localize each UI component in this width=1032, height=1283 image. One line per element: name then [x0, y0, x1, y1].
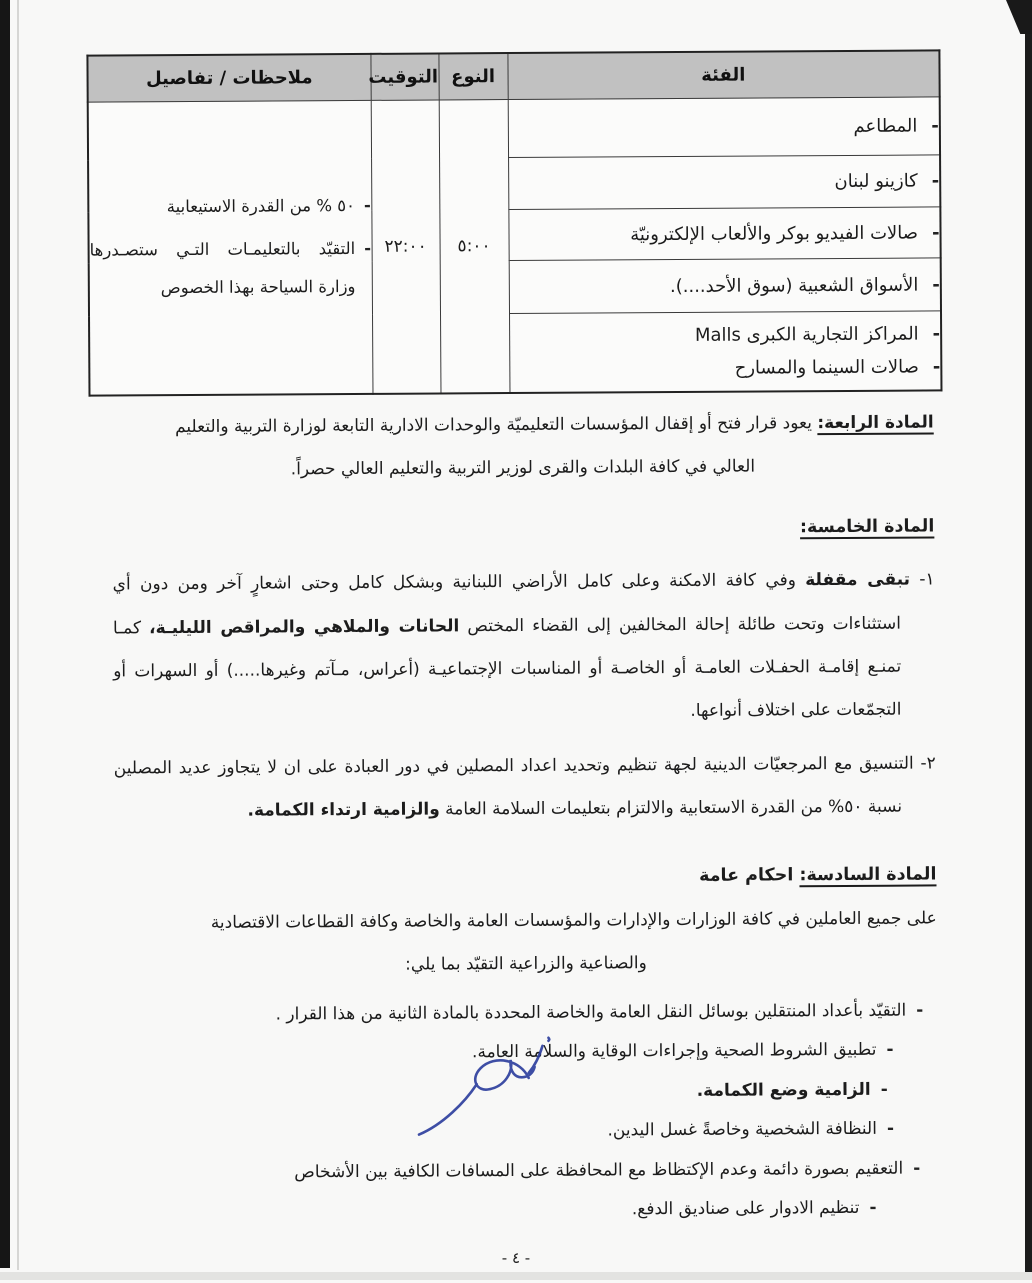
- category-label: المطاعم: [853, 115, 918, 137]
- bullet-personal-hygiene: [116, 1111, 894, 1152]
- category-cell-restaurants: [508, 97, 940, 158]
- item-2-seg-1: التنسيق مع المرجعيّات الدينية لجهة تنظيم وتحديد اعداد المصلين في دور العبادة على ان لا يتجاوز عديد المصلين نسبة ٥٠% من القدرة الاستعابية والالتزام بتعليمات السلامة العامة: [113, 753, 914, 820]
- dash-marker: -: [932, 323, 941, 345]
- bullet-mask-mandatory: [116, 1072, 888, 1113]
- article-4-title: المادة الرابعة:: [817, 412, 934, 434]
- dash-marker: -: [931, 221, 940, 243]
- type-value-cell: ٥:٠٠: [439, 100, 510, 394]
- category-cell-video-poker: [508, 207, 940, 261]
- category-cell-malls-cinemas: [509, 311, 941, 393]
- category-label: صالات الفيديو بوكر والألعاب الإلكترونيّة: [630, 222, 919, 245]
- article-4-line2: العالي في كافة البلدات والقرى لوزير التربية والتعليم العالي حصراً.: [290, 456, 756, 480]
- dash-marker: -: [886, 1039, 894, 1060]
- header-type: النوع: [438, 53, 507, 100]
- dash-marker: -: [869, 1198, 877, 1219]
- article-6-intro-line2: والصناعية والزراعية التقيّد بما يلي:: [405, 953, 647, 976]
- item-1-bold-2: الحانات والملاهي والمراقص الليليـة،: [149, 616, 460, 638]
- article-6-subtitle: احكام عامة: [699, 865, 800, 887]
- article-6-bullets: [115, 992, 938, 1231]
- timing-value-cell: ٢٢:٠٠: [371, 100, 441, 394]
- table-header-row: [87, 50, 939, 102]
- article-5-title: المادة الخامسة:: [799, 516, 935, 537]
- header-timing: التوقيت: [370, 53, 438, 100]
- article-6-intro-line1: على جميع العاملين في كافة الوزارات والإدارات والمؤسسات العامة والخاصة وكافة القطاعات الاقتصادية: [210, 908, 937, 933]
- bullet-text: التعقيم بصورة دائمة وعدم الإكتظاظ مع المحافظة على المسافات الكافية بين الأشخاص: [294, 1158, 904, 1183]
- item-number: ٢-: [920, 753, 936, 774]
- bullet-checkout-queues: [116, 1190, 876, 1231]
- dash-marker: -: [931, 115, 939, 137]
- article-4-body: يعود قرار فتح أو إقفال المؤسسات التعليميّة والوحدات الادارية التابعة لوزارة التربية والتعليم: [174, 413, 818, 438]
- dash-marker: -: [364, 238, 372, 258]
- bullet-health-conditions: [115, 1032, 893, 1073]
- header-notes: ملاحظات / تفاصيل: [87, 54, 370, 102]
- dash-marker: -: [913, 1158, 921, 1179]
- bullet-text: تطبيق الشروط الصحية وإجراءات الوقاية والسلامة العامة.: [471, 1040, 877, 1063]
- note-item: [89, 229, 371, 308]
- article-6-title-line: [114, 853, 936, 903]
- scan-edge-bottom: [0, 1272, 1032, 1280]
- note-text: التقيّد بالتعليمـات التـي ستصـدرها وزارة السياحة بهذا الخصوص: [89, 238, 356, 298]
- page-number: - ٤ -: [501, 1249, 531, 1267]
- dash-marker: -: [932, 273, 940, 295]
- item-number: ١-: [919, 569, 935, 590]
- bullet-sterilization: [116, 1150, 920, 1191]
- item-2-bold-1: والزامية ارتداء الكمامة.: [247, 799, 440, 821]
- bullet-text: تنظيم الادوار على صناديق الدفع.: [631, 1198, 860, 1220]
- dash-marker: -: [363, 195, 371, 215]
- scan-edge-right: [1025, 0, 1032, 1280]
- article-5-item-1: [113, 559, 936, 737]
- dash-marker: -: [916, 1000, 924, 1021]
- dash-marker: -: [931, 170, 940, 192]
- article-4-paragraph: [112, 401, 934, 449]
- closures-table: [86, 49, 942, 396]
- bullet-text: الزامية وضع الكمامة.: [696, 1079, 871, 1101]
- note-item: [89, 187, 371, 227]
- item-1-bold-1: تبقى مقفلة: [805, 569, 911, 591]
- article-5-item-2: [114, 742, 937, 834]
- dash-marker: -: [932, 356, 941, 378]
- document-body: [112, 401, 939, 1231]
- bullet-text: النظافة الشخصية وخاصةً غسل اليدين.: [607, 1119, 877, 1141]
- scan-edge-left: [0, 0, 10, 1268]
- notes-cell: [88, 100, 373, 395]
- category-label: المراكز التجارية الكبرى Malls: [694, 323, 919, 346]
- bullet-text: التقيّد بأعداد المنتقلين بوسائل النقل العامة والخاصة المحددة بالمادة الثانية من هذا القرار .: [275, 1000, 907, 1025]
- category-cell-popular-markets: [509, 258, 941, 314]
- item-1-seg-1: وفي كافة الامكنة وعلى كامل الأراضي اللبنانية وبشكل كامل وحتى اشعارٍ آخر ومن دون أي استثناءات وتحت طائلة إحالة المخالفين إلى القضاء المختص: [112, 570, 901, 637]
- bullet-transport: [115, 992, 923, 1033]
- dash-marker: -: [880, 1079, 888, 1100]
- category-label: كازينو لبنان: [834, 170, 918, 193]
- header-category: الفئة: [507, 50, 939, 99]
- table-row: [88, 97, 940, 160]
- item-1-seg-2: كمـا تمنـع إقامـة الحفـلات العامـة أو الخاصـة أو المناسبات الإجتماعيـة (أعراس، مـآتم وغيرها.....) أو السهرات أو التجمّعات على اختلاف أنواعها.: [112, 617, 902, 722]
- category-label: صالات السينما والمسارح: [734, 356, 919, 379]
- note-text: ٥٠ % من القدرة الاستيعابية: [166, 195, 356, 216]
- category-cell-casino: [508, 155, 940, 210]
- article-6-title: المادة السادسة:: [799, 864, 937, 886]
- scan-fold-line: [17, 0, 19, 1270]
- category-label: الأسواق الشعبية (سوق الأحد....).: [669, 274, 919, 297]
- dash-marker: -: [886, 1119, 895, 1140]
